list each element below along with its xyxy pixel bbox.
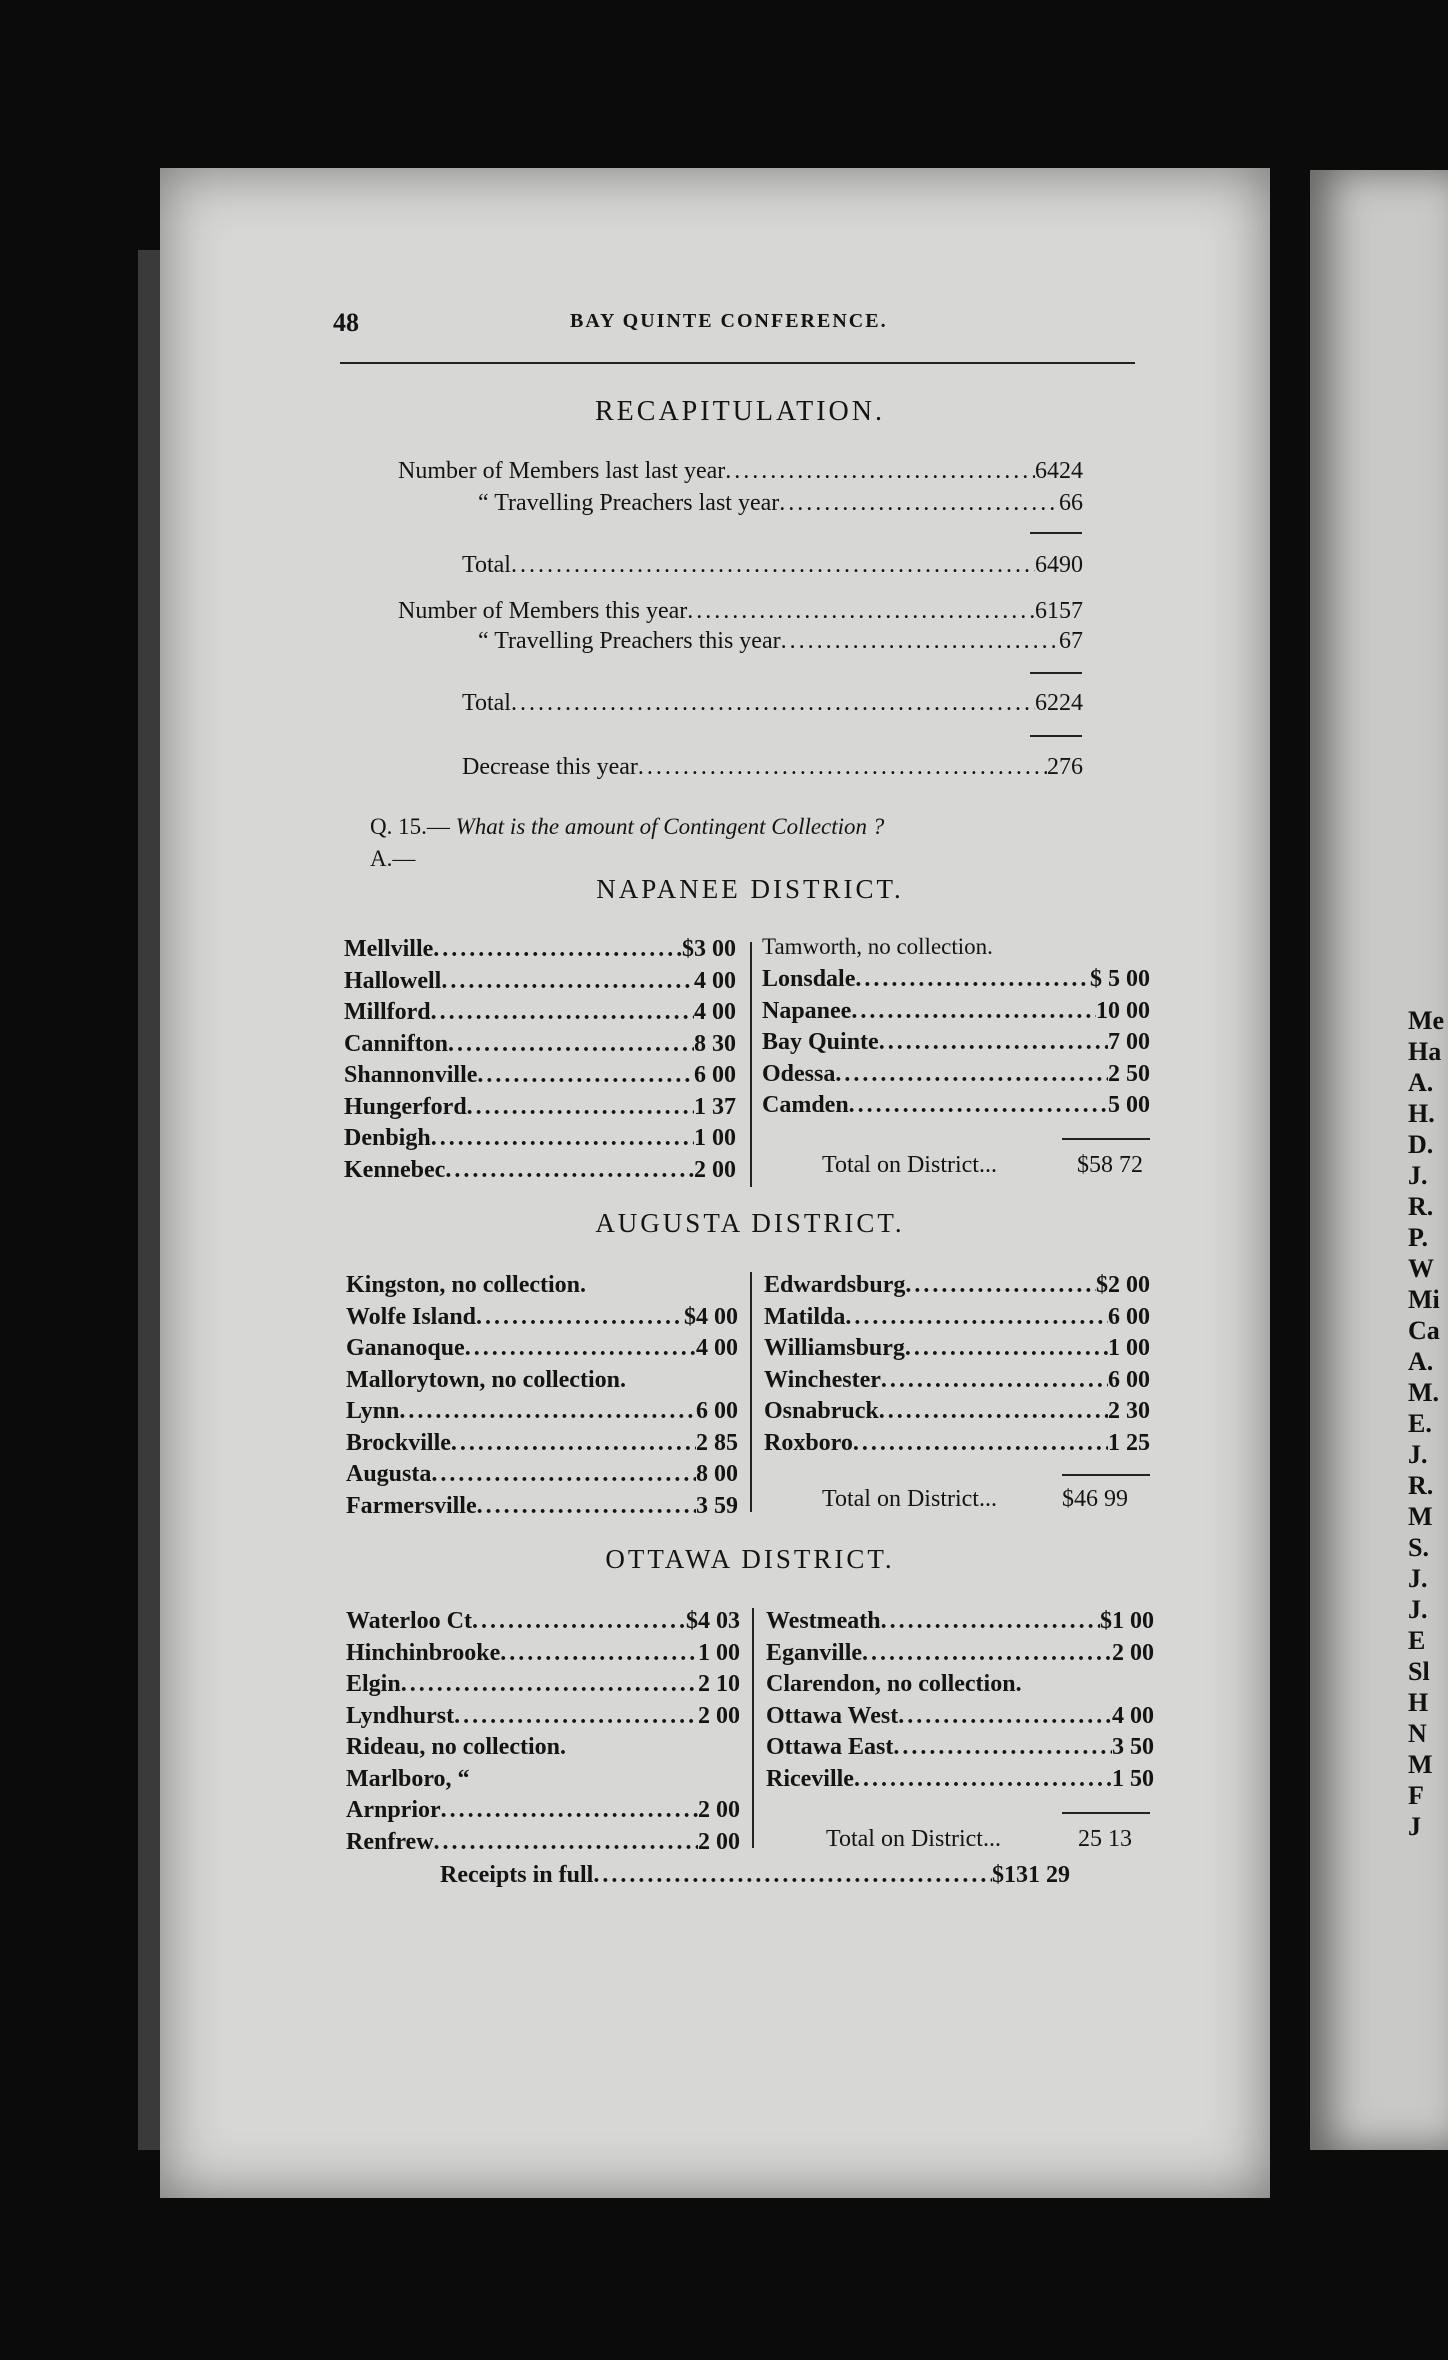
entry-name: Eganville [766,1639,863,1666]
entry-amount: 2 00 [694,1156,736,1183]
recap-members-this [398,598,1083,625]
recap-value: 66 [1059,490,1083,516]
entry-name: Augusta [346,1461,432,1487]
ottawa-total-value: 25 13 [1078,1826,1132,1852]
list-item [346,1367,738,1394]
entry-name: Wolfe Island [346,1303,477,1330]
list-item [346,1766,740,1793]
entry-name: Mallorytown, no collection. [346,1366,626,1393]
facing-page-letter: E. [1408,1409,1432,1438]
facing-page-letter: J [1408,1812,1421,1841]
list-item [344,936,736,963]
entry-amount: 1 00 [694,1125,736,1151]
entry-amount: 2 00 [1112,1639,1154,1666]
recap-total-last [462,552,1083,579]
recap-value: 6157 [1035,598,1083,624]
list-item [764,1367,1150,1394]
sum-rule [1062,1138,1150,1140]
facing-page-letter: Ca [1408,1316,1440,1345]
entry-name: Clarendon, no collection. [766,1671,1022,1697]
recap-preachers-last [478,490,1083,517]
entry-name: Napanee [762,997,852,1024]
sum-rule [1030,532,1082,534]
column-divider [752,1608,754,1848]
list-item [764,1304,1150,1331]
augusta-title: AUGUSTA DISTRICT. [595,1208,905,1238]
recap-value: 276 [1047,754,1083,780]
napanee-total-value: $58 72 [1077,1152,1143,1178]
entry-name: Hallowell [344,967,442,994]
list-item [766,1734,1154,1761]
entry-name: Millford [344,999,431,1025]
entry-name: Farmersville [346,1492,477,1519]
receipts-line [440,1862,1070,1889]
entry-name: Bay Quinte [762,1029,879,1055]
entry-name: Osnabruck [764,1398,879,1424]
list-item [344,1094,736,1121]
facing-page-letter: N [1408,1719,1427,1748]
recap-members-last [398,458,1083,485]
recap-label: “ Travelling Preachers last year [478,490,780,516]
list-item [766,1766,1154,1793]
list-item [344,968,736,995]
entry-amount: 4 00 [1112,1702,1154,1729]
facing-page-letter: J. [1408,1564,1428,1593]
entry-amount: 8 30 [694,1030,736,1057]
sum-rule [1030,672,1082,674]
entry-name: Arnprior [346,1797,441,1823]
recap-total-this [462,690,1083,717]
entry-name: Marlboro, “ [346,1765,470,1792]
page-number: 48 [333,308,359,337]
entry-name: Brockville [346,1429,451,1456]
entry-amount: 3 59 [696,1492,738,1519]
entry-name: Roxboro [764,1429,853,1456]
entry-name: Ottawa West [766,1702,899,1729]
entry-amount: $ 5 00 [1090,966,1150,992]
list-item [344,1125,736,1152]
facing-page-letter: Me [1408,1006,1445,1035]
recap-value: 6424 [1035,458,1083,484]
entry-amount: 4 00 [694,999,736,1025]
entry-name: Lynn [346,1398,400,1424]
column-divider [750,942,752,1187]
entry-amount: 6 00 [696,1398,738,1424]
sum-rule [1030,735,1082,737]
list-item [346,1272,738,1299]
facing-page-letter: M. [1408,1378,1440,1407]
entry-name: Kennebec [344,1156,446,1183]
recap-preachers-this [478,628,1083,655]
facing-page-letter: A. [1408,1347,1434,1376]
list-item [344,1062,736,1089]
facing-page-letter: M [1408,1502,1433,1531]
entry-amount: 5 00 [1108,1092,1150,1118]
list-item [762,1092,1150,1119]
entry-name: Matilda [764,1303,846,1330]
entry-name: Mellville [344,936,434,962]
sum-rule [1062,1474,1150,1476]
list-item [766,1608,1154,1635]
list-item [346,1430,738,1457]
recap-label: Number of Members this year [398,598,688,624]
entry-name: Gananoque [346,1335,465,1361]
entry-amount: 2 10 [698,1671,740,1697]
list-item [764,1272,1150,1299]
entry-name: Shannonville [344,1062,478,1088]
running-head: BAY QUINTE CONFERENCE. [570,310,888,332]
list-item [344,999,736,1026]
entry-name: Elgin [346,1671,401,1697]
recap-label: Decrease this year [462,754,638,780]
facing-page-letter: R. [1408,1471,1434,1500]
list-item [762,966,1150,993]
recap-decrease [462,754,1083,781]
entry-amount: 10 00 [1096,997,1150,1024]
augusta-total-label: Total on District... [822,1486,997,1512]
list-item [764,1430,1150,1457]
facing-page-letter: H [1408,1688,1429,1717]
entry-amount: $1 00 [1100,1608,1154,1634]
facing-page-letter: D. [1408,1130,1434,1159]
entry-amount: 2 85 [696,1429,738,1456]
list-item [346,1829,740,1856]
ottawa-total-label: Total on District... [826,1826,1001,1852]
augusta-total-value: $46 99 [1062,1486,1128,1512]
entry-name: Ottawa East [766,1734,894,1760]
list-item [346,1703,740,1730]
entry-name: Camden [762,1092,849,1118]
entry-name: Riceville [766,1765,854,1792]
entry-name: Cannifton [344,1030,449,1057]
recap-label: Number of Members last last year [398,458,726,484]
list-item [346,1734,740,1761]
facing-page-letter: E [1408,1626,1426,1655]
facing-page-letter: H. [1408,1099,1435,1128]
entry-name: Edwardsburg [764,1272,906,1298]
entry-name: Lonsdale [762,966,856,992]
entry-name: Denbigh [344,1125,431,1151]
list-item [346,1797,740,1824]
question-line [370,814,884,840]
list-item [766,1640,1154,1667]
facing-page-letter: M [1408,1750,1433,1779]
recap-title: RECAPITULATION. [595,396,885,427]
entry-name: Winchester [764,1366,881,1393]
facing-page-letter: J. [1408,1595,1428,1624]
entry-amount: 1 25 [1108,1429,1150,1456]
entry-name: Hungerford [344,1093,467,1120]
entry-amount: $3 00 [682,936,736,962]
entry-name: Rideau, no collection. [346,1734,566,1760]
receipts-label: Receipts in full [440,1862,594,1888]
entry-name: Odessa [762,1060,836,1087]
entry-amount: $4 03 [686,1608,740,1634]
entry-amount: 2 00 [698,1797,740,1823]
facing-page-letter: J. [1408,1161,1428,1190]
facing-page-letter: Ha [1408,1037,1442,1066]
recap-value: 6490 [1035,552,1083,578]
entry-amount: 2 50 [1108,1060,1150,1087]
napanee-tamworth-note: Tamworth, no collection. [762,934,993,959]
entry-amount: 2 00 [698,1702,740,1729]
entry-amount: 7 00 [1108,1029,1150,1055]
list-item [766,1671,1154,1698]
napanee-title: NAPANEE DISTRICT. [596,874,904,904]
list-item [344,1031,736,1058]
entry-name: Renfrew [346,1828,434,1855]
question-text: What is the amount of Contingent Collection ? [455,814,885,839]
entry-name: Lyndhurst [346,1702,455,1729]
facing-page-letter: A. [1408,1068,1434,1097]
entry-amount: 1 00 [1108,1335,1150,1361]
list-item [344,1157,736,1184]
entry-amount: 1 00 [698,1639,740,1666]
list-item [766,1703,1154,1730]
entry-amount: 4 00 [696,1335,738,1361]
entry-amount: 1 37 [694,1093,736,1120]
recap-label: “ Travelling Preachers this year [478,628,781,654]
list-item [346,1493,738,1520]
entry-name: Hinchinbrooke [346,1639,501,1666]
receipts-value: $131 29 [992,1862,1070,1888]
list-item [762,998,1150,1025]
facing-page-letter: P. [1408,1223,1428,1252]
list-item [346,1608,740,1635]
facing-page-letter: Sl [1408,1657,1430,1686]
facing-page-letter: R. [1408,1192,1434,1221]
recap-label: Total [462,690,511,716]
list-item [346,1398,738,1425]
facing-page-letter: Mi [1408,1285,1440,1314]
list-item [346,1461,738,1488]
recap-value: 6224 [1035,690,1083,716]
question-prefix: Q. 15.— [370,814,450,839]
entry-amount: 2 00 [698,1828,740,1855]
entry-amount: 2 30 [1108,1398,1150,1424]
entry-amount: 4 00 [694,967,736,994]
list-item [764,1398,1150,1425]
entry-amount: $4 00 [684,1303,738,1330]
entry-amount: $2 00 [1096,1272,1150,1298]
entry-amount: 6 00 [694,1062,736,1088]
entry-name: Waterloo Ct [346,1608,472,1634]
list-item [346,1640,740,1667]
entry-amount: 6 00 [1108,1303,1150,1330]
entry-amount: 6 00 [1108,1366,1150,1393]
answer-prefix: A.— [370,846,416,871]
ottawa-title: OTTAWA DISTRICT. [605,1544,895,1574]
sum-rule [1062,1812,1150,1814]
facing-page-letter: F [1408,1781,1424,1810]
list-item [346,1304,738,1331]
list-item [346,1335,738,1362]
entry-amount: 8 00 [696,1461,738,1487]
list-item [764,1335,1150,1362]
napanee-total-label: Total on District... [822,1152,997,1178]
list-item [762,1061,1150,1088]
facing-page-letter: J. [1408,1440,1428,1469]
list-item [762,1029,1150,1056]
header-rule [340,362,1135,364]
facing-page-letter: S. [1408,1533,1429,1562]
book-spine-edge [138,250,160,2150]
entry-amount: 3 50 [1112,1734,1154,1760]
facing-page [1310,170,1448,2150]
recap-label: Total [462,552,511,578]
facing-page-letter: W [1408,1254,1434,1283]
entry-name: Westmeath [766,1608,881,1634]
entry-name: Kingston, no collection. [346,1272,587,1298]
list-item [346,1671,740,1698]
entry-name: Williamsburg [764,1335,905,1361]
recap-value: 67 [1059,628,1083,654]
column-divider [750,1272,752,1512]
entry-amount: 1 50 [1112,1765,1154,1792]
